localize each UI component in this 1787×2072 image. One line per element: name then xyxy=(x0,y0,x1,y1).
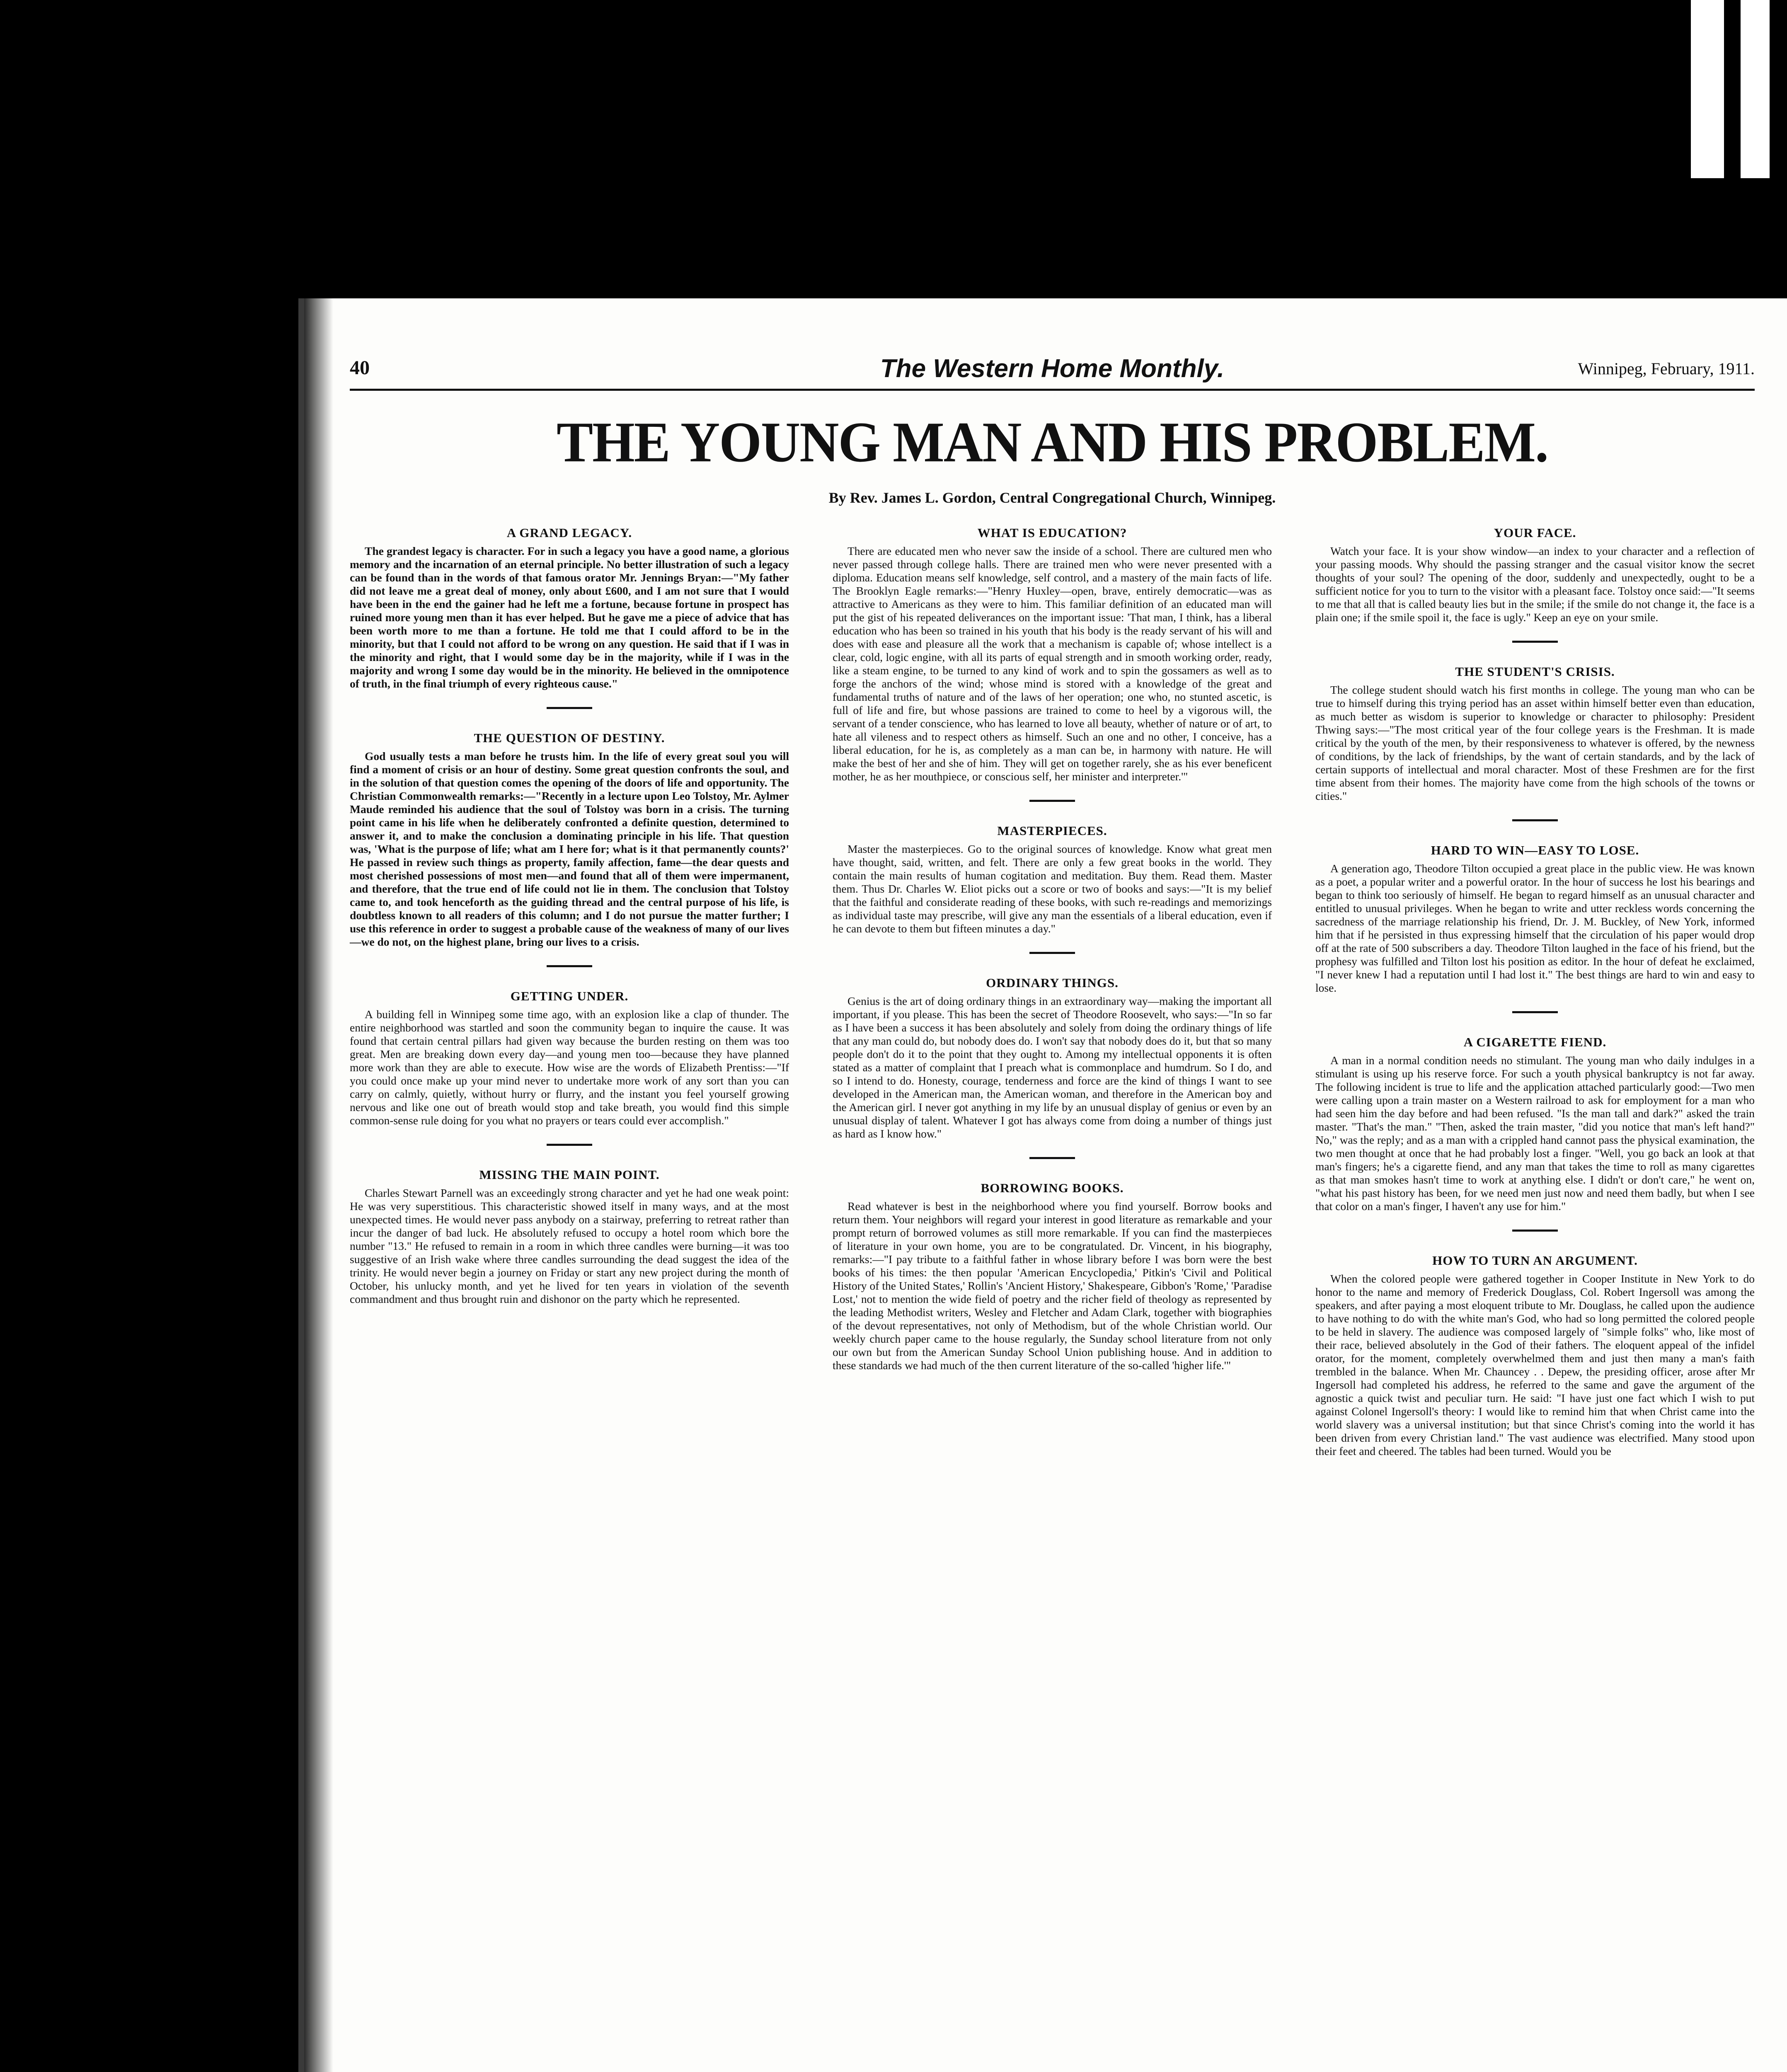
section-divider xyxy=(1512,641,1558,643)
column-left xyxy=(350,526,789,2072)
section-text: Charles Stewart Parnell was an exceedingly strong character and yet he had one weak point: He was very superstitious. This characteristic showed itself in many ways, and at the most unexpected times. He would never pass anybody on a stairway, preferring to retreat rather than incur the danger of bad luck. He absolutely refused to occupy a hotel room which bore the number "13." He refused to remain in a room in which three candles were burning—it was too suggestive of an Irish wake where three candles surrounding the dead suggest the idea of the trinity. He would never begin a journey on Friday or start any new project during the month of October, his unlucky month, and yet he lived for ten years in violation of the seventh commandment and thus brought ruin and dishonor on the party which he represented. xyxy=(350,1186,789,1305)
magazine-page xyxy=(298,298,1787,2072)
issue-date: Winnipeg, February, 1911. xyxy=(1578,359,1755,378)
section-heading: MASTERPIECES. xyxy=(997,823,1107,838)
section-students-crisis xyxy=(1315,665,1755,803)
header-rule xyxy=(350,389,1755,391)
page-content xyxy=(350,356,1755,2072)
section-heading: HARD TO WIN—EASY TO LOSE. xyxy=(1431,843,1639,857)
section-ordinary-things xyxy=(833,976,1272,1140)
section-divider xyxy=(547,965,592,967)
section-hard-to-win xyxy=(1315,844,1755,995)
article-byline: By Rev. James L. Gordon, Central Congregational Church, Winnipeg. xyxy=(828,489,1276,506)
section-text: God usually tests a man before he trusts him. In the life of every great soul you will find a moment of crisis or an hour of destiny. Some great question confronts the soul, and in the solution of that question comes the opening of the doors of life and opportunity. The Christian Commonwealth remarks:—"Recently in a lecture upon Leo Tolstoy, Mr. Aylmer Maude reminded his audience that the soul of Tolstoy was born in a crisis. The turning point came in his life when he deliberately confronted a definite question, determined to answer it, and to make the conclusion a dominating principle in his life. That question was, 'What is the purpose of life; what am I here for; what is it that permanently counts?' He passed in review such things as property, family affection, fame—the dear quests and most cherished possessions of most men—and found that all of them were impermanent, and therefore, that the true end of life could not lie in them. The conclusion that Tolstoy came to, and took henceforth as the guiding thread and the central purpose of his life, is doubtless known to all readers of this column; and I do not pursue the matter further; I use this reference in order to suggest a probable cause of the weakness of many of our lives—we do not, on the highest plane, bring our lives to a crisis. xyxy=(350,750,789,948)
running-head xyxy=(350,356,1755,394)
section-text: A man in a normal condition needs no stimulant. The young man who daily indulges in a stimulant is using up his reserve force. For such a youth physical bankruptcy is not far away. The following incident is true to life and the application attached particularly good:—Two men were calling upon a train master on a Western railroad to ask for employment for a man who had seen him the day before and had been refused. "Is the man tall and dark?" asked the train master. "That's the man." "Then, asked the train master, "did you notice that man's left hand?" No," was the reply; and as a man with a crippled hand cannot pass the physical examination, the two men thought at once that he had probably lost a finger. "Well, you go back an look at that man's fingers; he's a cigarette fiend, and any man that takes the time to roll as many cigarettes as that man smokes hasn't time to work at anything else. I didn't or don't care," he went on, "what his past history has been, for we need men just now and need them badly, but when I see that color on a man's finger, I haven't any use for him." xyxy=(1315,1054,1755,1213)
section-heading: THE QUESTION OF DESTINY. xyxy=(474,731,665,745)
section-your-face xyxy=(1315,526,1755,624)
section-heading: HOW TO TURN AN ARGUMENT. xyxy=(1432,1253,1638,1268)
section-heading: GETTING UNDER. xyxy=(510,989,629,1003)
section-divider xyxy=(547,1144,592,1146)
column-middle xyxy=(833,526,1272,2072)
section-borrowing-books xyxy=(833,1181,1272,1372)
section-question-of-destiny xyxy=(350,731,789,949)
section-masterpieces xyxy=(833,824,1272,935)
section-text: The grandest legacy is character. For in such a legacy you have a good name, a glorious memory and the incarnation of an eternal principle. No better illustration of such a legacy can be found than in the words of that famous orator Mr. Jennings Bryan:—"My father did not leave me a great deal of money, only about £600, and I am not sure that I would have been in the end the gainer had he left me a fortune, because fortune in prospect has ruined more young men than it has ever helped. But he gave me a piece of advice that has been worth more to me than a fortune. He told me that I could afford to be in the minority, but that I could not afford to be wrong on any question. He said that if I was in the minority and right, that I would some day be in the majority, while if I was in the majority and wrong I some day would be in the minority. He believed in the omnipotence of truth, in the final triumph of every righteous cause." xyxy=(350,545,789,690)
section-text: Master the masterpieces. Go to the original sources of knowledge. Know what great men have thought, said, written, and felt. There are only a few great books in the world. They contain the main results of human cogitation and meditation. Buy them. Read them. Master them. Thus Dr. Charles W. Eliot picks out a score or two of books and says:—"It is my belief that the faithful and considerate reading of these books, with such re-readings and memorizings as individual taste may prescribe, will give any man the essentials of a liberal education, even if he can devote to them but fifteen minutes a day." xyxy=(833,842,1272,935)
section-divider xyxy=(1512,1230,1558,1232)
section-grand-legacy xyxy=(350,526,789,690)
section-heading: BORROWING BOOKS. xyxy=(981,1181,1124,1195)
section-divider xyxy=(1029,952,1075,954)
section-heading: MISSING THE MAIN POINT. xyxy=(479,1167,660,1182)
section-getting-under xyxy=(350,990,789,1127)
section-text: Watch your face. It is your show window—an index to your character and a reflection of your passing moods. Why should the passing stranger and the casual visitor know the secret thoughts of your soul? The opening of the door, suddenly and unexpectedly, ought to be a sufficient notice for you to turn to the visitor with a pleasant face. Tolstoy once said:—"It seems to me that all that is called beauty lies but in the smile; if the smile do not change it, the face is a plain one; if the smile spoil it, the face is ugly." Keep an eye on your smile. xyxy=(1315,545,1755,624)
section-text: The college student should watch his first months in college. The young man who can be true to himself during this trying period has an asset within himself better even than education, as much better as wisdom is superior to knowledge or character to philosophy: President Thwing says:—"The most critical year of the four college years is the Freshman. It is made critical by the youth of the men, by their responsiveness to whatever is offered, by the newness of conditions, by the lack of friendships, by the want of certain standards, and by the lack of certain supports of intellectual and moral character. Most of these Freshmen are for the first time absent from their homes. The majority have come from the high schools of the towns or cities." xyxy=(1315,683,1755,802)
section-heading: A CIGARETTE FIEND. xyxy=(1463,1035,1607,1049)
section-missing-main-point xyxy=(350,1168,789,1306)
section-text: There are educated men who never saw the inside of a school. There are cultured men who never passed through college halls. There are trained men who were never presented with a diploma. Education means self knowledge, self control, and a mastery of the main facts of life. The Brooklyn Eagle remarks:—"Henry Huxley—open, brave, entirely democratic—was as attractive to Americans as they were to him. This familiar definition of an educated man will put the gist of his repeated deliverances on the important issue: 'That man, I think, has a liberal education who has been so trained in his youth that his body is the ready servant of his will and does with ease and pleasure all the work that a mechanism is capable of; whose intellect is a clear, cold, logic engine, with all its parts of equal strength and in smooth working order, ready, like a steam engine, to be turned to any kind of work and to spin the gossamers as well as to forge the anchors of the wind; whose mind is stored with a knowledge of the great and fundamental truths of nature and of the laws of her operation; one who, no stunted ascetic, is full of life and fire, but whose passions are trained to come to heel by a vigorous will, the servant of a tender conscience, who has learned to love all beauty, whether of nature or of art, to hate all vileness and to respect others as himself. Such an one and no other, I conceive, has a liberal education, for he is, as completely as a man can be, in harmony with nature. He will make the best of her and she of him. They will get on together rarely, she as his ever beneficent mother, he as her mouthpiece, or conscious self, her minister and interpreter.'" xyxy=(833,545,1272,783)
section-text: A building fell in Winnipeg some time ago, with an explosion like a clap of thunder. The entire neighborhood was startled and soon the community began to inquire the cause. It was found that certain central pillars had given way because the burden resting on them was too great. Men are breaking down every day—and young men too—because they have planned more work than they are able to execute. How wise are the words of Elizabeth Prentiss:—"If you could once make up your mind never to undertake more work of any sort than you can carry on calmly, quietly, without hurry or flurry, and the instant you feel yourself growing nervous and like one out of breath would stop and take breath, you would find this simple common-sense rule doing for you what no prayers or tears could ever accomplish." xyxy=(350,1008,789,1127)
section-divider xyxy=(547,707,592,709)
article-columns xyxy=(350,526,1755,2072)
section-text: Genius is the art of doing ordinary things in an extraordinary way—making the important all important, if you please. This has been the secret of Theodore Roosevelt, who says:—"In so far as I have been a success it has been absolutely and solely from doing the ordinary things of life that any man could do, but nobody does do. I won't say that nobody does do it, but that so many people don't do it to the point that they ought to. Among my intellectual opponents it is often stated as a matter of complaint that I preach what is commonplace and humdrum. So I do, and so I intend to do. Honesty, courage, tenderness and force are the kind of things I want to see developed in the American man, the American woman, and therefore in the American boy and the American girl. I never got anything in my life by an unusual display of genius or even by an unusual display of talent. Whatever I got has always come from doing a number of things just as hard as I know how." xyxy=(833,995,1272,1140)
section-text: A generation ago, Theodore Tilton occupied a great place in the public view. He was known as a poet, a popular writer and a powerful orator. In the hour of success he lost his bearings and began to think too seriously of himself. He began to regard himself as an unusual character and entitled to unusual privileges. When he began to write and utter reckless words concerning the sacredness of the marriage relationship his friend, Dr. J. M. Buckley, of New York, informed him that if he persisted in thus expressing himself that the circulation of his paper would drop off at the rate of 500 subscribers a day. Theodore Tilton laughed in the face of his friend, but the prophesy was fulfilled and Tilton lost his position as editor. In the hour of defeat he exclaimed, "I never knew I had a reputation until I had lost it." The best things are hard to win and easy to lose. xyxy=(1315,862,1755,994)
section-heading: YOUR FACE. xyxy=(1494,525,1576,540)
article-title: THE YOUNG MAN AND HIS PROBLEM. xyxy=(557,410,1548,474)
section-text: When the colored people were gathered together in Cooper Institute in New York to do honor to the name and memory of Frederick Douglass, Col. Robert Ingersoll was among the speakers, and after paying a most eloquent tribute to Mr. Douglass, he called upon the audience to have nothing to do with the white man's God, who had so long permitted the colored people to be held in slavery. The audience was composed largely of "simple folks" who, like most of their race, believed absolutely in the God of their fathers. The eloquent appeal of the infidel orator, for the moment, completely overwhelmed them and just then many a man's faith trembled in the balance. When Mr. Chauncey . . Depew, the presiding officer, arose after Mr Ingersoll had completed his address, he referred to the same and gave the argument of the agnostic a quick twist and peculiar turn. He said: "I have just one fact which I wish to put against Colonel Ingersoll's theory: I would like to remind him that when Christ came into the world slavery was a universal institution; but that since Christ's coming into the world it has been driven from every Christian land." The vast audience was electrified. Many stood upon their feet and cheered. The tables had been turned. Would you be xyxy=(1315,1272,1755,1457)
section-turn-an-argument xyxy=(1315,1254,1755,1458)
section-cigarette-fiend xyxy=(1315,1036,1755,1213)
section-divider xyxy=(1512,1011,1558,1013)
section-what-is-education xyxy=(833,526,1272,783)
section-divider xyxy=(1029,1157,1075,1159)
column-right xyxy=(1315,526,1755,2072)
page-number: 40 xyxy=(350,357,370,379)
section-heading: THE STUDENT'S CRISIS. xyxy=(1455,664,1615,679)
section-divider xyxy=(1029,800,1075,802)
film-edge-mark-top xyxy=(1741,0,1770,178)
section-heading: ORDINARY THINGS. xyxy=(986,975,1119,990)
section-text: Read whatever is best in the neighborhood where you find yourself. Borrow books and return them. Your neighbors will regard your interest in good literature as remarkable and your prompt return of borrowed volumes as still more remarkable. If you can find the masterpieces of literature in your own home, you are to be congratulated. Dr. Vincent, in his biography, remarks:—"I pay tribute to a faithful father in whose library before I was born were the best books of his times: the then popular 'American Encyclopedia,' Pitkin's 'Civil and Political History of the United States,' Rollin's 'Ancient History,' Shakespeare, Gibbon's 'Rome,' 'Paradise Lost,' not to mention the wide field of poetry and the richer field of theology as represented by the leading Methodist writers, Wesley and Fletcher and Adam Clark, together with biographies of the devout representatives, not only of Methodism, but of the whole Christian world. Our weekly church paper came to the house regularly, the Sunday school literature from not only our own but from the American Sunday School Union publishing house. And in addition to these standards we had much of the then current literature of the so-called 'higher life.'" xyxy=(833,1200,1272,1372)
film-edge-mark-top xyxy=(1691,0,1724,178)
section-heading: WHAT IS EDUCATION? xyxy=(977,525,1127,540)
section-heading: A GRAND LEGACY. xyxy=(506,525,632,540)
magazine-name: The Western Home Monthly. xyxy=(880,354,1225,383)
section-divider xyxy=(1512,819,1558,821)
page-gutter-shadow xyxy=(304,298,333,2072)
